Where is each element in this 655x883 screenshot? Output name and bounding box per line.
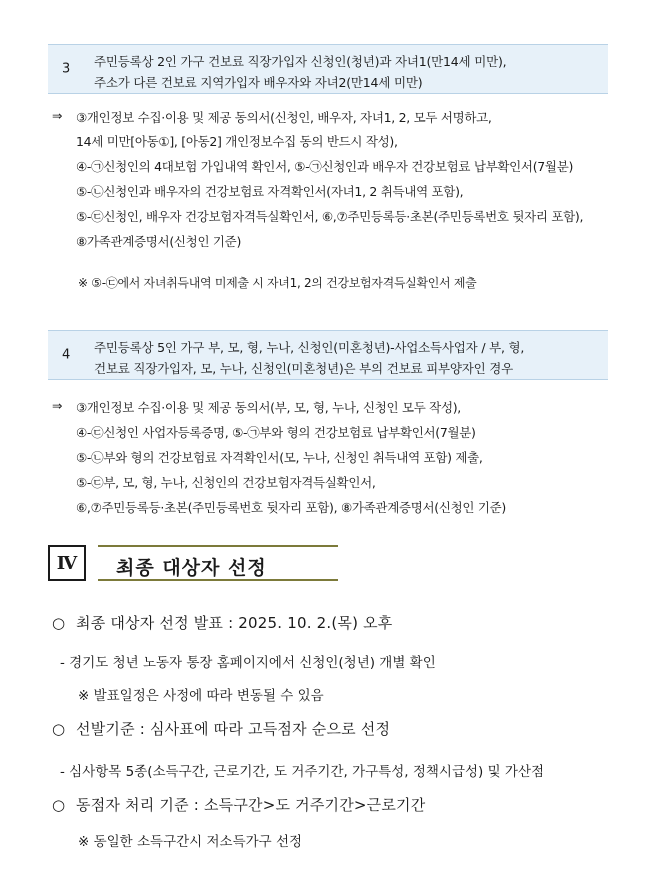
circle-bullet-icon: ○ [52,796,66,814]
list-item: - 경기도 청년 노동자 통장 홈페이지에서 신청인(청년) 개별 확인 [60,655,436,671]
document-line: ⑤-㉡신청인과 배우자의 건강보험료 자격확인서(자녀1, 2 취득내역 포함), [76,184,464,199]
document-line: ④-㉢신청인 사업자등록증명, ⑤-㉠부와 형의 건강보험료 납부확인서(7월분) [76,425,476,440]
case-description-line: 주민등록상 5인 가구 부, 모, 형, 누나, 신청인(미혼청년)-사업소득사업자 / 부, 형, [94,340,525,355]
section-title-frame [98,545,338,581]
case-number: 3 [62,61,71,77]
document-line: ⑤-㉡부와 형의 건강보험료 자격확인서(모, 누나, 신청인 취득내역 포함) 제출, [76,450,483,465]
document-line: 14세 미만[아동①], [아동2] 개인정보수집 동의 반드시 작성), [76,134,398,149]
list-item: - 심사항목 5종(소득구간, 근로기간, 도 거주기간, 가구특성, 정책시급성) 및 가산점 [60,764,545,780]
arrow-icon: ⇒ [52,398,63,413]
case-3-box [48,44,608,94]
case-description-line: 주민등록상 2인 가구 건보료 직장가입자 신청인(청년)과 자녀1(만14세 미만), [94,54,507,69]
document-line: ③개인정보 수집·이용 및 제공 동의서(부, 모, 형, 누나, 신청인 모두 작성), [76,400,461,415]
arrow-icon: ⇒ [52,108,63,123]
list-item: ※ 발표일정은 사정에 따라 변동될 수 있음 [78,688,324,704]
list-item: ※ 동일한 소득구간시 저소득가구 선정 [78,834,303,850]
required-documents-case-3 [52,108,622,288]
list-item [52,718,390,739]
document-line: ③개인정보 수집·이용 및 제공 동의서(신청인, 배우자, 자녀1, 2, 모두 서명하고, [76,110,492,125]
document-line: ④-㉠신청인의 4대보험 가입내역 확인서, ⑤-㉠신청인과 배우자 건강보험료 납부확인서(7월분) [76,159,574,174]
note-text: ※ ⑤-㉢에서 자녀취득내역 미제출 시 자녀1, 2의 건강보험자격득실확인서 제출 [78,276,477,290]
document-line: ⑧가족관계증명서(신청인 기준) [76,234,242,249]
list-item [52,794,425,815]
item-text: 동점자 처리 기준 : 소득구간>도 거주기간>근로기간 [76,796,426,814]
list-item [52,612,393,633]
case-number: 4 [62,347,71,363]
item-text: 최종 대상자 선정 발표 : 2025. 10. 2.(목) 오후 [76,614,393,632]
document-line: ⑤-㉢부, 모, 형, 누나, 신청인의 건강보험자격득실확인서, [76,475,376,490]
circle-bullet-icon: ○ [52,614,66,632]
document-line: ⑥,⑦주민등록등·초본(주민등록번호 뒷자리 포함), ⑧가족관계증명서(신청인 기준) [76,500,506,515]
case-4-box [48,330,608,380]
required-documents-case-4 [52,398,622,528]
circle-bullet-icon: ○ [52,720,66,738]
case-description [94,51,600,93]
case-description [94,337,600,379]
section-heading [48,545,293,583]
item-text: 선발기준 : 심사표에 따라 고득점자 순으로 선정 [76,720,391,738]
document-line: ⑤-㉢신청인, 배우자 건강보험자격득실확인서, ⑥,⑦주민등록등·초본(주민등록번호 뒷자리 포함), [76,209,584,224]
case-description-line: 주소가 다른 건보료 지역가입자 배우자와 자녀2(만14세 미만) [94,75,423,90]
section-title: 최종 대상자 선정 [116,557,267,579]
case-description-line: 건보료 직장가입자, 모, 누나, 신청인(미혼청년)은 부의 건보료 피부양자인 경우 [94,361,513,376]
section-number: Ⅳ [48,545,86,581]
